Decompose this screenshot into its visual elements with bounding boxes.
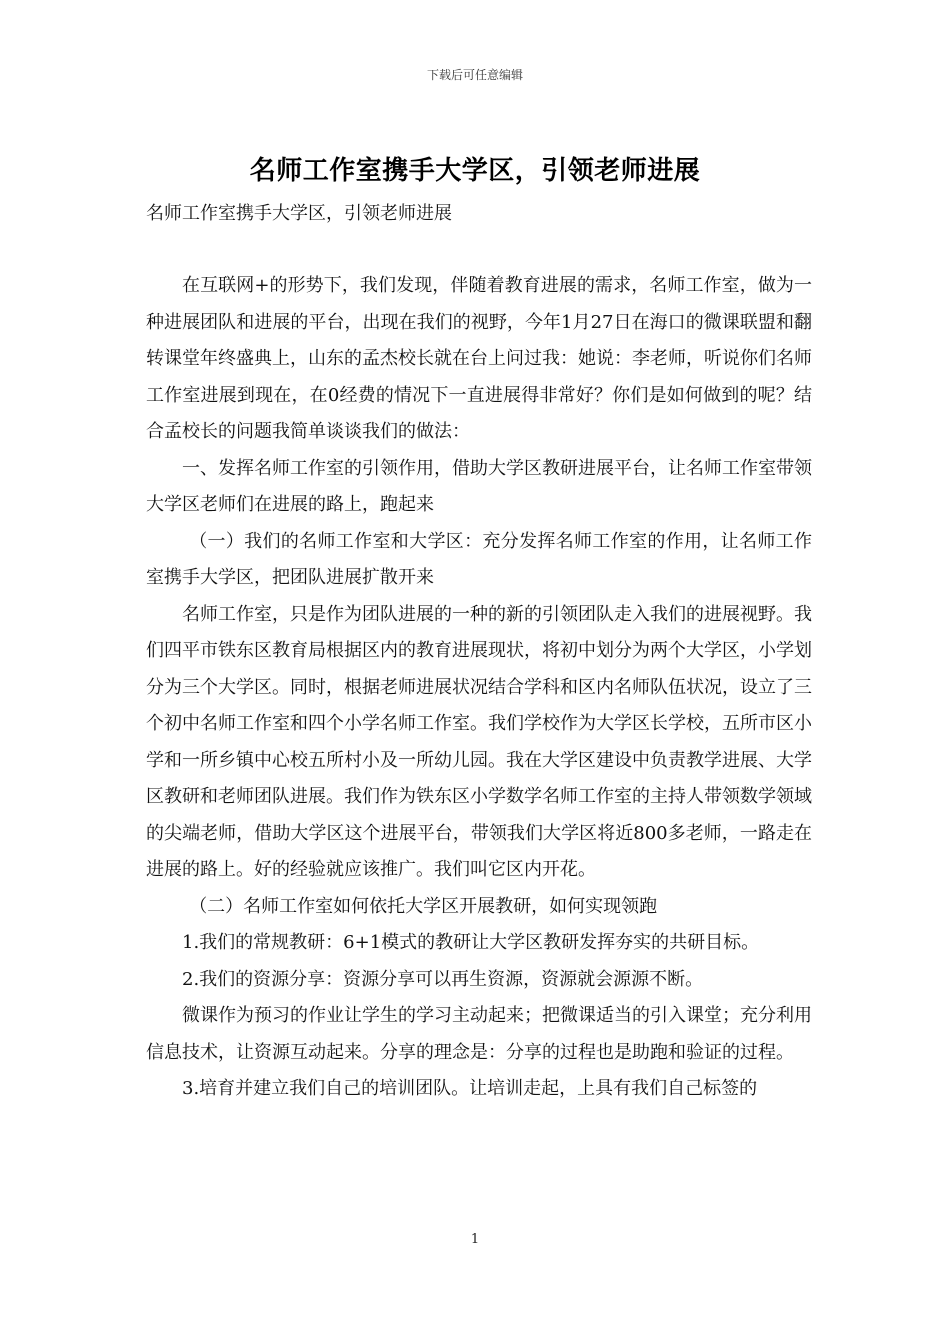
paragraph-item-one: 1.我们的常规教研：6+1模式的教研让大学区教研发挥夯实的共研目标。 [182, 932, 760, 953]
document-body [146, 268, 812, 1108]
page-number: 1 [470, 1232, 480, 1247]
header-note: 下载后可任意编辑 [426, 68, 523, 82]
paragraph-item-two: 2.我们的资源分享：资源分享可以再生资源，资源就会源源不断。 [182, 968, 704, 990]
paragraph-intro: 在互联网+的形势下，我们发现，伴随着教育进展的需求，名师工作室，做为一种进展团队和进展的平台，出现在我们的视野，今年1月27日在海口的微课联盟和翻转课堂年终盛典上，山东的孟杰校长就在台上问过我：她说：李老师，听说你们名师工作室进展到现在，在0经费的情况下一直进展得非常好？你们是如何做到的呢？结合孟校长的问题我简单谈谈我们的做法： [146, 275, 812, 442]
document-title: 名师工作室携手大学区，引领老师进展 [249, 156, 701, 186]
paragraph-section-one: 一、发挥名师工作室的引领作用，借助大学区教研进展平台，让名师工作室带领大学区老师们在进展的路上，跑起来 [146, 457, 812, 515]
paragraph-item-three: 3.培育并建立我们自己的培训团队。让培训走起，上具有我们自己标签的 [182, 1078, 758, 1099]
paragraph-studio-description: 名师工作室，只是作为团队进展的一种的新的引领团队走入我们的进展视野。我们四平市铁东区教育局根据区内的教育进展现状，将初中划分为两个大学区，小学划分为三个大学区。同时，根据老师进展状况结合学科和区内名师队伍状况，设立了三个初中名师工作室和四个小学名师工作室。我们学校作为大学区长学校，五所市区小学和一所乡镇中心校五所村小及一所幼儿园。我在大学区建设中负责教学进展、大学区教研和老师团队进展。我们作为铁东区小学数学名师工作室的主持人带领数学领域的尖端老师，借助大学区这个进展平台，带领我们大学区将近800多老师，一路走在进展的路上。好的经验就应该推广。我们叫它区内开花。 [146, 603, 812, 880]
paragraph-subsection-two: （二）名师工作室如何依托大学区开展教研，如何实现领跑 [189, 895, 658, 917]
paragraph-microlesson: 微课作为预习的作业让学生的学习主动起来；把微课适当的引入课堂；充分利用信息技术，让资源互动起来。分享的理念是：分享的过程也是助跑和验证的过程。 [146, 1005, 812, 1063]
paragraph-subsection-one: （一）我们的名师工作室和大学区：充分发挥名师工作室的作用，让名师工作室携手大学区，把团队进展扩散开来 [146, 530, 812, 588]
document-subtitle: 名师工作室携手大学区，引领老师进展 [146, 203, 452, 224]
